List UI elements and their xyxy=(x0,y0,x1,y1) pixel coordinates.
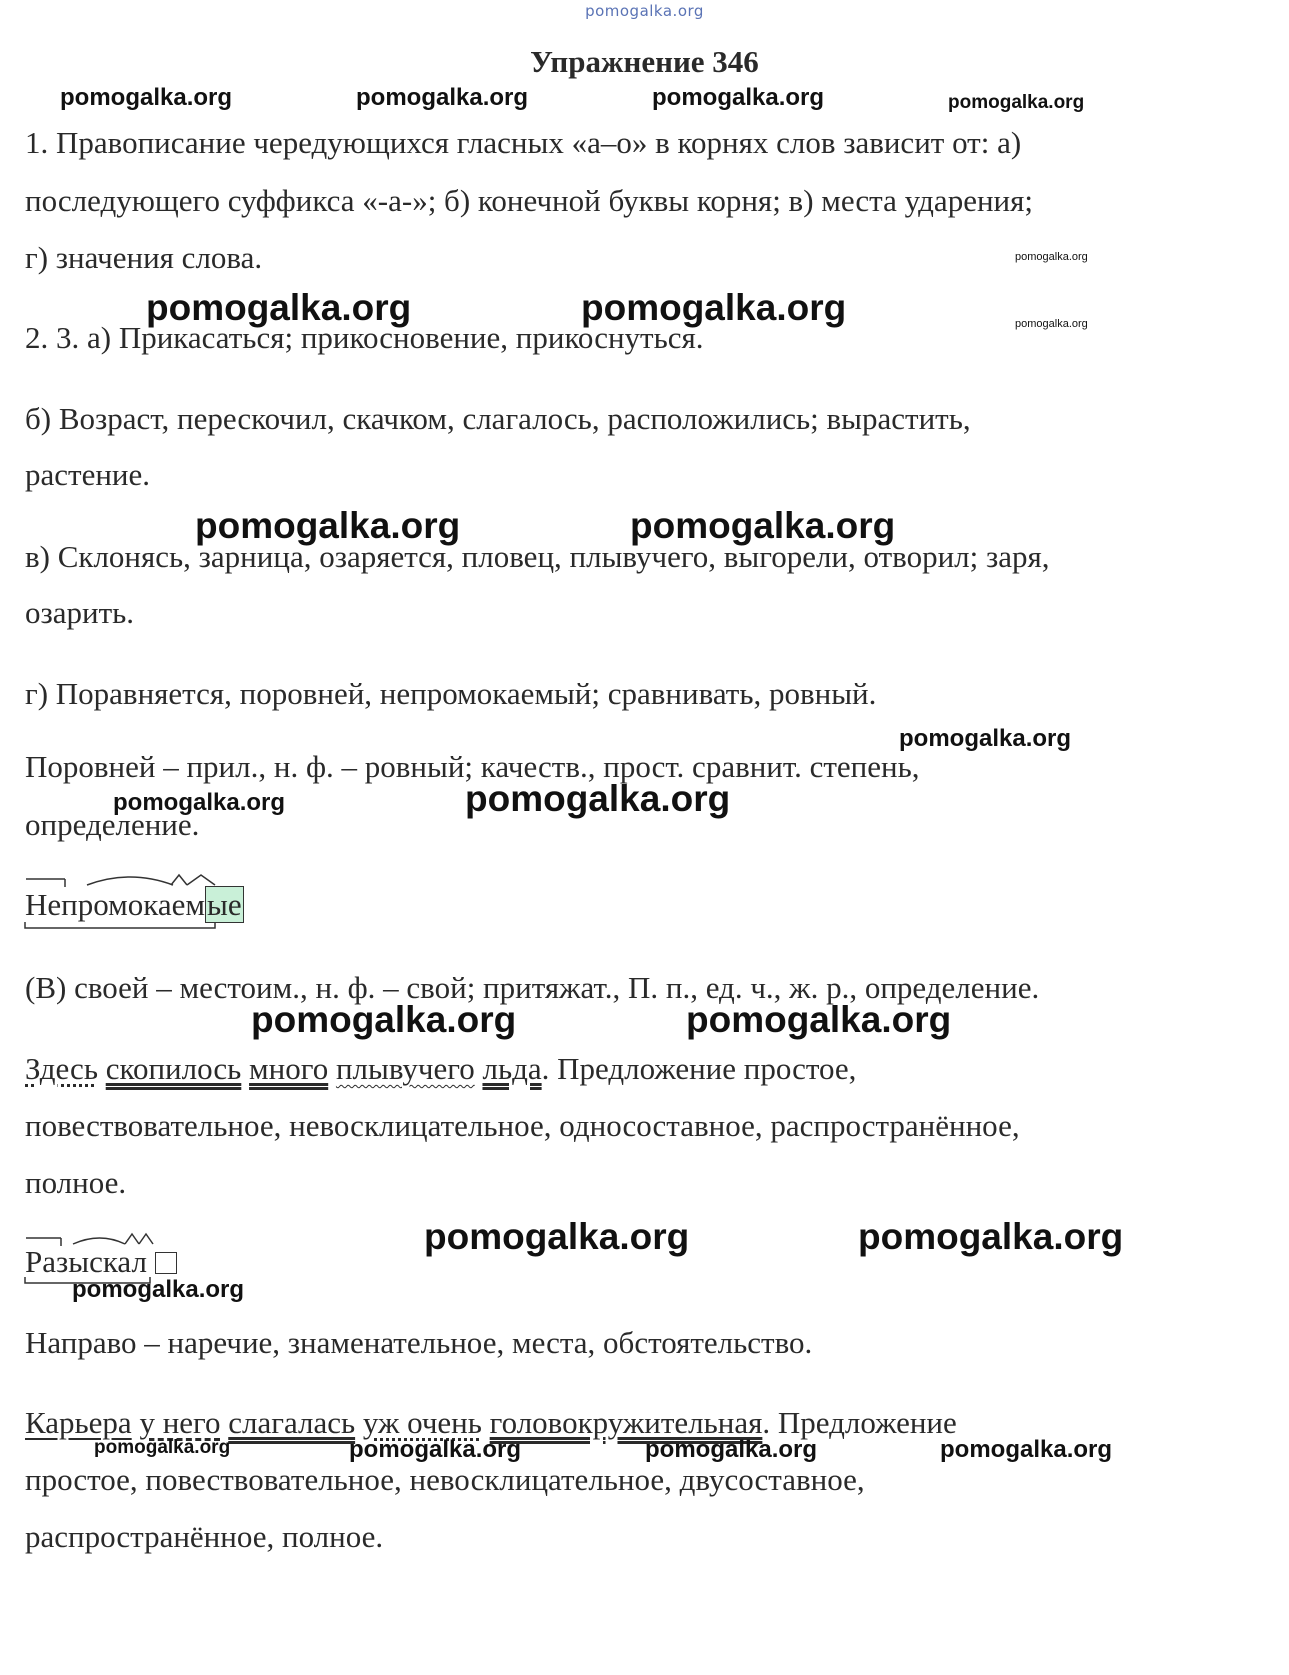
ending-box: ые xyxy=(207,887,242,922)
root-arc xyxy=(73,1238,125,1244)
morph2-marks xyxy=(25,1232,160,1252)
watermark: pomogalka.org xyxy=(251,999,517,1040)
watermark: pomogalka.org xyxy=(146,287,412,328)
morph-parse-word xyxy=(25,885,244,925)
morpheme-marks xyxy=(25,873,225,895)
p8-line2: повествовательное, невосклицательное, односоставное, распространённое, xyxy=(25,1108,1020,1143)
watermark: pomogalka.org xyxy=(581,287,847,328)
watermark: pomogalka.org xyxy=(645,1436,818,1463)
watermark: pomogalka.org xyxy=(60,84,233,111)
morph2-text: Разыскал xyxy=(25,1244,147,1279)
watermark: pomogalka.org xyxy=(899,725,1072,752)
sent2-word-subject: Карьера xyxy=(25,1405,132,1440)
watermark: pomogalka.org xyxy=(652,84,825,111)
p10-line2: простое, повествовательное, невосклицательное, двусоставное, xyxy=(25,1462,865,1497)
p4-line2: озарить. xyxy=(25,595,135,630)
morph-word-stem xyxy=(25,885,205,925)
p6-line1: Поровней – прил., н. ф. – ровный; качеств., прост. сравнит. степень, xyxy=(25,749,920,784)
sent1-word-object: льда xyxy=(482,1051,542,1086)
stem-bracket xyxy=(23,922,218,930)
sent2-word-circumstance: уж очень xyxy=(362,1405,482,1440)
p9-line: Направо – наречие, знаменательное, места, обстоятельство. xyxy=(25,1325,813,1360)
root-arc xyxy=(87,877,173,885)
suffix-mark-1 xyxy=(125,1234,139,1244)
p5-line: г) Поравняется, поровней, непромокаемый; сравнивать, ровный. xyxy=(25,676,877,711)
suffix-mark-2 xyxy=(187,875,215,885)
top-url[interactable]: pomogalka.org xyxy=(585,2,704,20)
watermark: pomogalka.org xyxy=(424,1216,690,1257)
watermark: pomogalka.org xyxy=(113,789,286,816)
sent1-word-quantity: много xyxy=(249,1051,329,1086)
sentence1-line xyxy=(25,1049,856,1089)
p4-line1: в) Склонясь, зарница, озаряется, пловец, плывучего, выгорели, отворил; заря, xyxy=(25,539,1050,574)
suffix-mark-2 xyxy=(139,1234,153,1244)
watermark: pomogalka.org xyxy=(1015,251,1088,263)
p1-line3: г) значения слова. xyxy=(25,240,263,275)
sent1-rest: . Предложение простое, xyxy=(541,1051,857,1086)
p2-line: 2. 3. а) Прикасаться; прикосновение, прикоснуться. xyxy=(25,320,704,355)
sent1-word-predicate: скопилось xyxy=(105,1051,242,1086)
zero-ending-box xyxy=(155,1252,177,1274)
sent2-rest: . Предложение xyxy=(762,1405,957,1440)
watermark: pomogalka.org xyxy=(630,505,896,546)
p1-line2: последующего суффикса «-а-»; б) конечной буквы корня; в) места ударения; xyxy=(25,183,1033,218)
watermark: pomogalka.org xyxy=(686,999,952,1040)
p10-line3: распространённое, полное. xyxy=(25,1519,384,1554)
watermark: pomogalka.org xyxy=(858,1216,1124,1257)
suffix-mark-1 xyxy=(171,875,187,885)
sent1-word-circumstance: Здесь xyxy=(25,1051,98,1086)
watermark: pomogalka.org xyxy=(948,92,1085,113)
p3-line2: растение. xyxy=(25,457,151,492)
watermark: pomogalka.org xyxy=(94,1437,231,1458)
watermark: pomogalka.org xyxy=(349,1436,522,1463)
sent2-word-predicate-part: головокружительная xyxy=(489,1405,763,1440)
sent2-word-object: у него xyxy=(139,1405,221,1440)
sent1-word-attribute: плывучего xyxy=(335,1051,475,1086)
watermark: pomogalka.org xyxy=(195,505,461,546)
page-title: Упражнение 346 xyxy=(530,44,759,79)
stem-text: Непромокаем xyxy=(25,887,205,922)
sent2-word-predicate: слагалась xyxy=(228,1405,356,1440)
p6-line2: определение. xyxy=(25,807,200,842)
p1-line1: 1. Правописание чередующихся гласных «а–о» в корнях слов зависит от: а) xyxy=(25,125,1022,160)
watermark: pomogalka.org xyxy=(940,1436,1113,1463)
p8-line3: полное. xyxy=(25,1165,127,1200)
watermark: pomogalka.org xyxy=(465,778,731,819)
watermark: pomogalka.org xyxy=(356,84,529,111)
watermark: pomogalka.org xyxy=(72,1276,245,1303)
p7-line: (В) своей – местоим., н. ф. – свой; притяжат., П. п., ед. ч., ж. р., определение. xyxy=(25,970,1040,1005)
watermark: pomogalka.org xyxy=(1015,318,1088,330)
p3-line1: б) Возраст, перескочил, скачком, слагалось, расположились; вырастить, xyxy=(25,401,971,436)
